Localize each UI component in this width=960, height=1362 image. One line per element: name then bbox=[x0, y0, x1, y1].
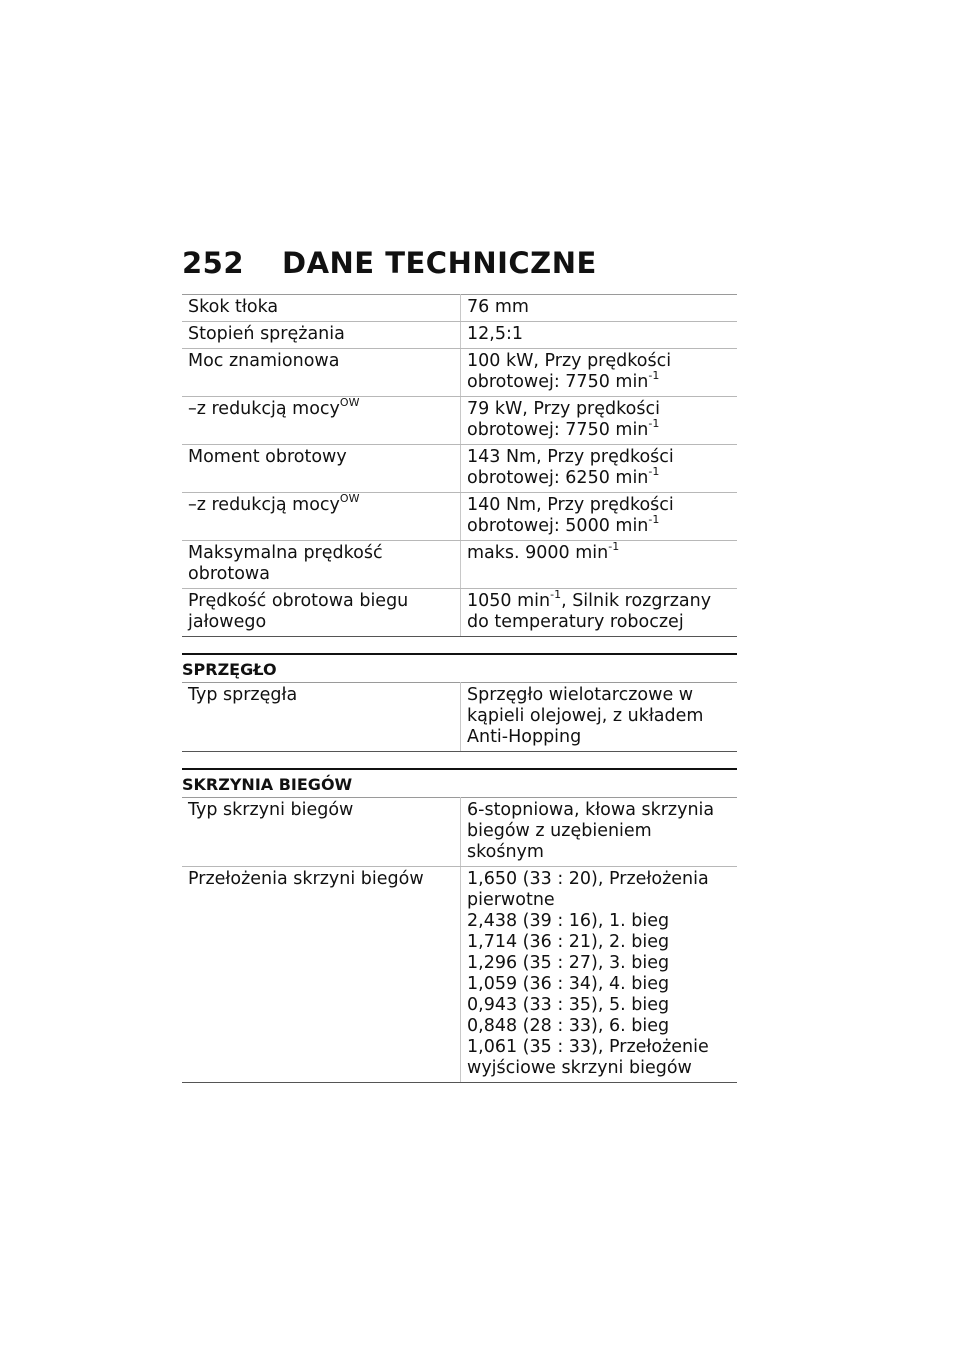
table-row bbox=[182, 541, 737, 589]
superscript: -1 bbox=[648, 465, 660, 479]
superscript: -1 bbox=[550, 588, 562, 602]
spec-label: Maksymalna prędkość obrotowa bbox=[182, 541, 461, 589]
gear-ratio-line: 1,296 (35 : 27), 3. bieg bbox=[467, 953, 670, 973]
clutch-spec-table bbox=[182, 682, 737, 752]
spec-value: 76 mm bbox=[461, 295, 738, 322]
superscript: OW bbox=[339, 396, 360, 410]
table-row bbox=[182, 295, 737, 322]
gear-ratio-line: 1,061 (35 : 33), Przełożenie wyjściowe skrzyni biegów bbox=[467, 1037, 709, 1078]
gear-ratios-list bbox=[461, 867, 738, 1083]
spec-value: Sprzęgło wielotarczowe w kąpieli olejowej, z układem Anti-Hopping bbox=[461, 683, 738, 752]
spec-label: Moc znamionowa bbox=[182, 349, 461, 397]
spec-value: 140 Nm, Przy prędkości obrotowej: 5000 $\min^{-1}$ bbox=[461, 493, 738, 541]
spec-label: –z redukcją mocy$^{OW}$ bbox=[182, 493, 461, 541]
superscript: OW bbox=[339, 492, 360, 506]
gear-ratio-line: 1,059 (36 : 34), 4. bieg bbox=[467, 974, 670, 994]
table-row bbox=[182, 445, 737, 493]
spec-label: Stopień sprężania bbox=[182, 322, 461, 349]
spec-label: Typ skrzyni biegów bbox=[182, 798, 461, 867]
superscript: -1 bbox=[648, 369, 660, 383]
section-heading-clutch: SPRZĘGŁO bbox=[182, 653, 737, 682]
gear-ratio-line: 0,848 (28 : 33), 6. bieg bbox=[467, 1016, 670, 1036]
spec-value: maks. 9000 $\min^{-1}$ bbox=[461, 541, 738, 589]
engine-spec-table bbox=[182, 294, 737, 637]
spec-label: Przełożenia skrzyni biegów bbox=[182, 867, 461, 1083]
superscript: -1 bbox=[608, 540, 620, 554]
gear-ratio-line: 0,943 (33 : 35), 5. bieg bbox=[467, 995, 670, 1015]
spec-content bbox=[182, 294, 737, 1083]
spec-value: 143 Nm, Przy prędkości obrotowej: 6250 $\min^{-1}$ bbox=[461, 445, 738, 493]
table-row bbox=[182, 349, 737, 397]
table-row bbox=[182, 798, 737, 867]
spec-label: Skok tłoka bbox=[182, 295, 461, 322]
section-heading-gearbox: SKRZYNIA BIEGÓW bbox=[182, 768, 737, 797]
gear-ratio-line: 2,438 (39 : 16), 1. bieg bbox=[467, 911, 670, 931]
spec-label: Typ sprzęgła bbox=[182, 683, 461, 752]
table-row bbox=[182, 867, 737, 1083]
gear-ratio-line: 1,650 (33 : 20), Przełożenia pierwotne bbox=[467, 869, 709, 910]
table-row bbox=[182, 493, 737, 541]
spec-value: 12,5:1 bbox=[461, 322, 738, 349]
table-row bbox=[182, 322, 737, 349]
spec-value: 6-stopniowa, kłowa skrzynia biegów z uzębieniem skośnym bbox=[461, 798, 738, 867]
gearbox-spec-table bbox=[182, 797, 737, 1083]
table-row bbox=[182, 397, 737, 445]
page-header bbox=[182, 243, 597, 283]
spec-value: 1050 $\min^{-1}$, Silnik rozgrzany do temperatury roboczej bbox=[461, 589, 738, 637]
spec-value: 100 kW, Przy prędkości obrotowej: 7750 $\min^{-1}$ bbox=[461, 349, 738, 397]
spec-label: Moment obrotowy bbox=[182, 445, 461, 493]
table-row bbox=[182, 683, 737, 752]
superscript: -1 bbox=[648, 417, 660, 431]
page-number: 252 bbox=[182, 246, 245, 280]
page-title: DANE TECHNICZNE bbox=[282, 246, 597, 280]
spec-value: 79 kW, Przy prędkości obrotowej: 7750 $\min^{-1}$ bbox=[461, 397, 738, 445]
spec-label: Prędkość obrotowa biegu jałowego bbox=[182, 589, 461, 637]
gear-ratio-line: 1,714 (36 : 21), 2. bieg bbox=[467, 932, 670, 952]
spec-label: –z redukcją mocy$^{OW}$ bbox=[182, 397, 461, 445]
table-row bbox=[182, 589, 737, 637]
superscript: -1 bbox=[648, 513, 660, 527]
